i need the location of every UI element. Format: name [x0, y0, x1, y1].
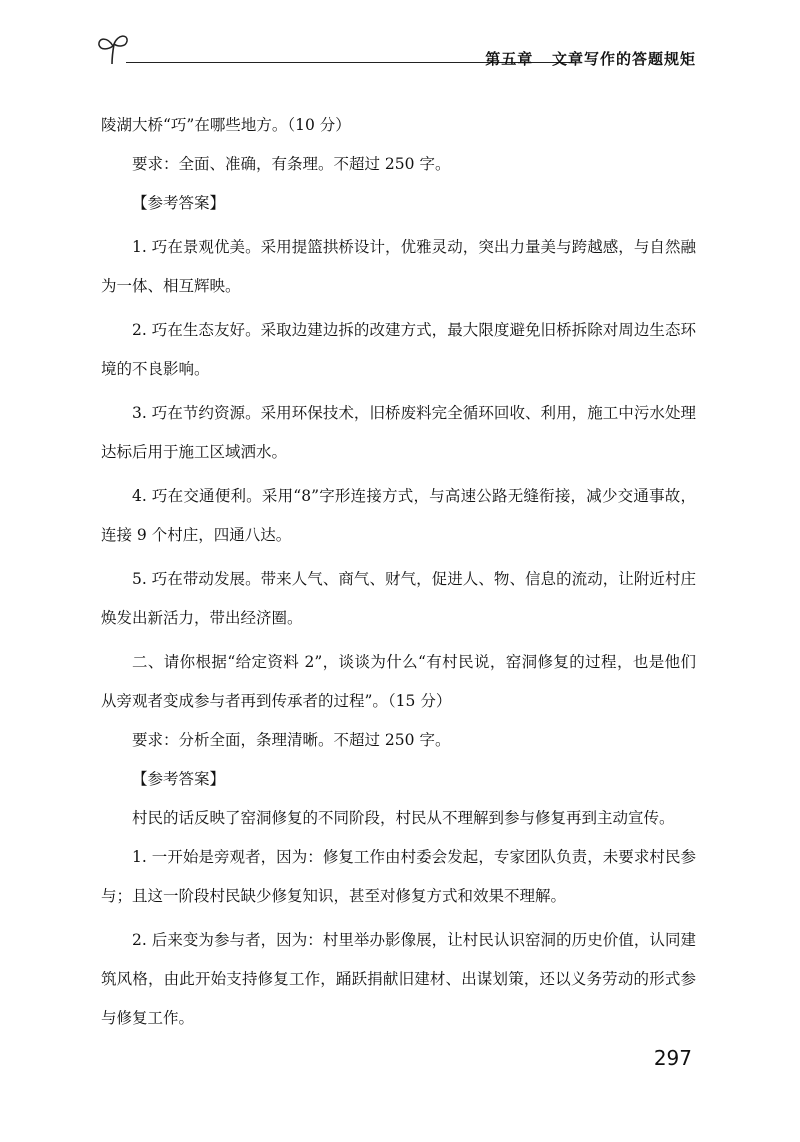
- answer-2-item-2: 2. 后来变为参与者，因为：村里举办影像展，让村民认识窑洞的历史价值，认同建筑风格，由此开始支持修复工作，踊跃捐献旧建材、出谋划策，还以义务劳动的形式参与修复工作。: [101, 931, 696, 1027]
- question-2: 二、请你根据“给定资料 2”，谈谈为什么“有村民说，窑洞修复的过程，也是他们从旁观者变成参与者再到传承者的过程”。（15 分）: [101, 653, 696, 710]
- chapter-title: 文章写作的答题规矩: [551, 50, 696, 68]
- page-header: [96, 30, 696, 70]
- chapter-heading: [485, 48, 696, 69]
- sprout-icon: [96, 30, 130, 66]
- page-body: [101, 106, 696, 1038]
- question-1-tail: 陵湖大桥“巧”在哪些地方。（10 分）: [101, 116, 351, 134]
- answer-label-2: 【参考答案】: [132, 770, 226, 788]
- answer-1-item-2: 2. 巧在生态友好。采取边建边拆的改建方式，最大限度避免旧桥拆除对周边生态环境的不良影响。: [101, 321, 696, 378]
- requirement-1: 要求：全面、准确，有条理。不超过 250 字。: [132, 155, 451, 173]
- page-number: 297: [653, 1046, 692, 1070]
- chapter-label: 第五章: [485, 50, 534, 68]
- answer-1-item-3: 3. 巧在节约资源。采用环保技术，旧桥废料完全循环回收、利用，施工中污水处理达标后用于施工区域洒水。: [101, 404, 696, 461]
- answer-label-1: 【参考答案】: [132, 194, 226, 212]
- answer-2-item-1: 1. 一开始是旁观者，因为：修复工作由村委会发起，专家团队负责，未要求村民参与；且这一阶段村民缺少修复知识，甚至对修复方式和效果不理解。: [101, 848, 696, 905]
- answer-1-item-1: 1. 巧在景观优美。采用提篮拱桥设计，优雅灵动，突出力量美与跨越感，与自然融为一体、相互辉映。: [101, 238, 696, 295]
- answer-2-intro: 村民的话反映了窑洞修复的不同阶段，村民从不理解到参与修复再到主动宣传。: [132, 809, 675, 827]
- requirement-2: 要求：分析全面，条理清晰。不超过 250 字。: [132, 731, 451, 749]
- answer-1-item-5: 5. 巧在带动发展。带来人气、商气、财气，促进人、物、信息的流动，让附近村庄焕发出新活力，带出经济圈。: [101, 570, 696, 627]
- answer-1-item-4: 4. 巧在交通便利。采用“8”字形连接方式，与高速公路无缝衔接，减少交通事故，连接 9 个村庄，四通八达。: [101, 487, 696, 544]
